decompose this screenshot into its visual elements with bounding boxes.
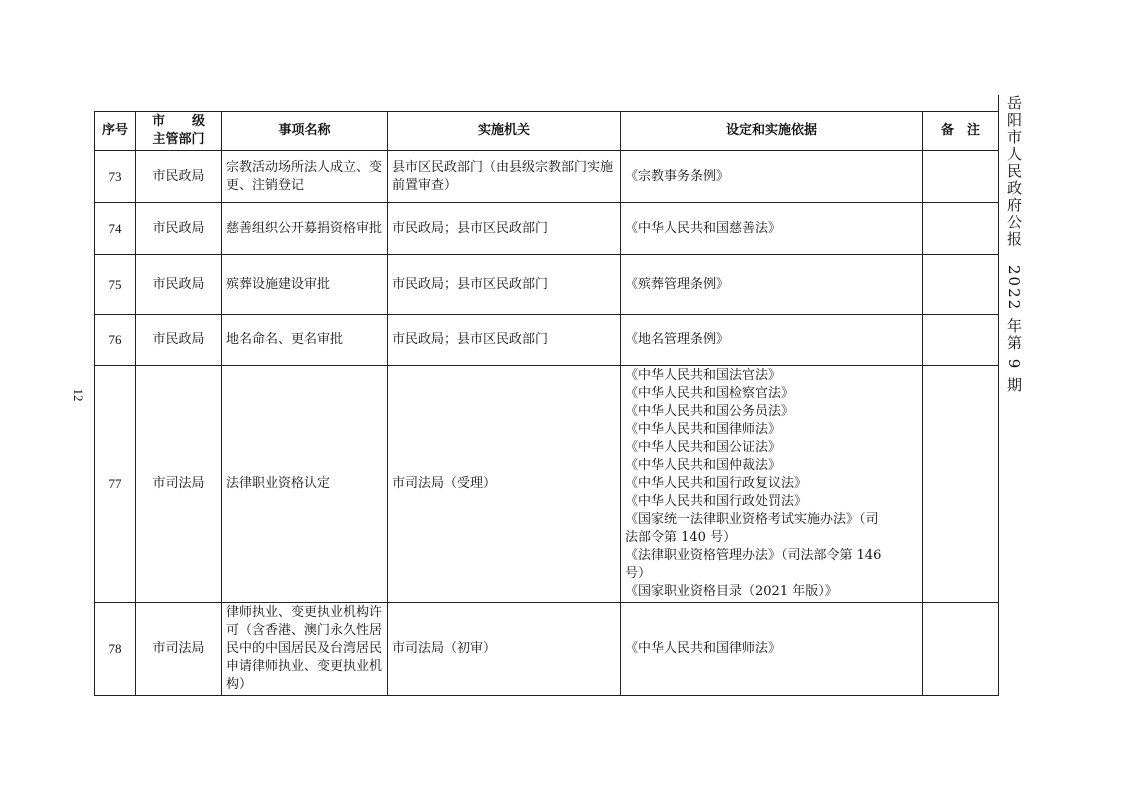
table-row [95, 315, 999, 366]
row-remark [923, 366, 999, 603]
basis-line: 《地名管理条例》 [625, 332, 730, 347]
row-basis [621, 151, 923, 203]
row-number: 74 [95, 203, 136, 255]
table-row [95, 366, 999, 603]
basis-line: 《中华人民共和国律师法》 [625, 641, 782, 656]
header-dept [136, 112, 222, 151]
publication-header: 岳阳市人民政府公报 2022 年第 9 期 [1005, 95, 1023, 395]
row-number: 75 [95, 255, 136, 315]
header-seq: 序号 [95, 112, 136, 151]
table-row [95, 603, 999, 696]
row-number: 77 [95, 366, 136, 603]
row-item-name: 殡葬设施建设审批 [222, 255, 388, 315]
basis-line: 《中华人民共和国行政复议法》 [625, 476, 808, 491]
page-number: 12 [71, 388, 86, 402]
header-basis: 设定和实施依据 [621, 112, 923, 151]
row-department: 市民政局 [136, 151, 222, 203]
row-agency: 市民政局；县市区民政部门 [388, 203, 621, 255]
row-basis [621, 315, 923, 366]
row-remark [923, 603, 999, 696]
row-item-name: 地名命名、更名审批 [222, 315, 388, 366]
table-row [95, 255, 999, 315]
header-dept-line2: 主管部门 [152, 132, 205, 147]
row-item-name: 律师执业、变更执业机构许可（含香港、澳门永久性居民中的中国居民及台湾居民申请律师执业、变更执业机构） [222, 603, 388, 696]
table-header-row [95, 112, 999, 151]
basis-line: 《中华人民共和国律师法》 [625, 422, 782, 437]
row-department: 市民政局 [136, 255, 222, 315]
row-item-name: 法律职业资格认定 [222, 366, 388, 603]
basis-line: 《殡葬管理条例》 [625, 276, 730, 292]
row-number: 73 [95, 151, 136, 203]
basis-line: 《法律职业资格管理办法》（司法部令第 146 [625, 548, 882, 563]
header-agency: 实施机关 [388, 112, 621, 151]
basis-line: 《中华人民共和国公证法》 [625, 440, 782, 455]
basis-line: 《中华人民共和国慈善法》 [625, 220, 782, 236]
basis-line: 法部令第 140 号） [625, 530, 737, 545]
row-number: 76 [95, 315, 136, 366]
basis-line: 《中华人民共和国仲裁法》 [625, 458, 782, 473]
row-remark [923, 203, 999, 255]
basis-line: 《中华人民共和国行政处罚法》 [625, 494, 808, 509]
basis-line: 《宗教事务条例》 [625, 168, 730, 184]
row-department: 市司法局 [136, 366, 222, 603]
table-row [95, 151, 999, 203]
row-basis [621, 255, 923, 315]
row-agency: 市民政局；县市区民政部门 [388, 315, 621, 366]
administrative-items-table [94, 111, 999, 696]
row-basis [621, 203, 923, 255]
basis-line: 《国家职业资格目录（2021 年版）》 [625, 584, 838, 599]
row-department: 市民政局 [136, 315, 222, 366]
row-department: 市民政局 [136, 203, 222, 255]
row-agency: 市民政局；县市区民政部门 [388, 255, 621, 315]
header-dept-line1: 市 级 [152, 114, 205, 129]
row-number: 78 [95, 603, 136, 696]
row-department: 市司法局 [136, 603, 222, 696]
row-item-name: 慈善组织公开募捐资格审批 [222, 203, 388, 255]
row-basis [621, 603, 923, 696]
row-agency: 市司法局（初审） [388, 603, 621, 696]
table-row [95, 203, 999, 255]
row-item-name: 宗教活动场所法人成立、变更、注销登记 [222, 151, 388, 203]
basis-line: 《国家统一法律职业资格考试实施办法》（司 [625, 512, 879, 527]
basis-line: 《中华人民共和国公务员法》 [625, 404, 795, 419]
row-agency: 市司法局（受理） [388, 366, 621, 603]
header-item: 事项名称 [222, 112, 388, 151]
basis-line: 号） [625, 566, 652, 581]
row-remark [923, 151, 999, 203]
row-remark [923, 315, 999, 366]
header-remark: 备 注 [923, 112, 999, 151]
row-remark [923, 255, 999, 315]
basis-line: 《中华人民共和国法官法》 [625, 368, 782, 383]
row-basis [621, 366, 923, 603]
row-agency: 县市区民政部门（由县级宗教部门实施前置审查） [388, 151, 621, 203]
basis-line: 《中华人民共和国检察官法》 [625, 386, 795, 401]
